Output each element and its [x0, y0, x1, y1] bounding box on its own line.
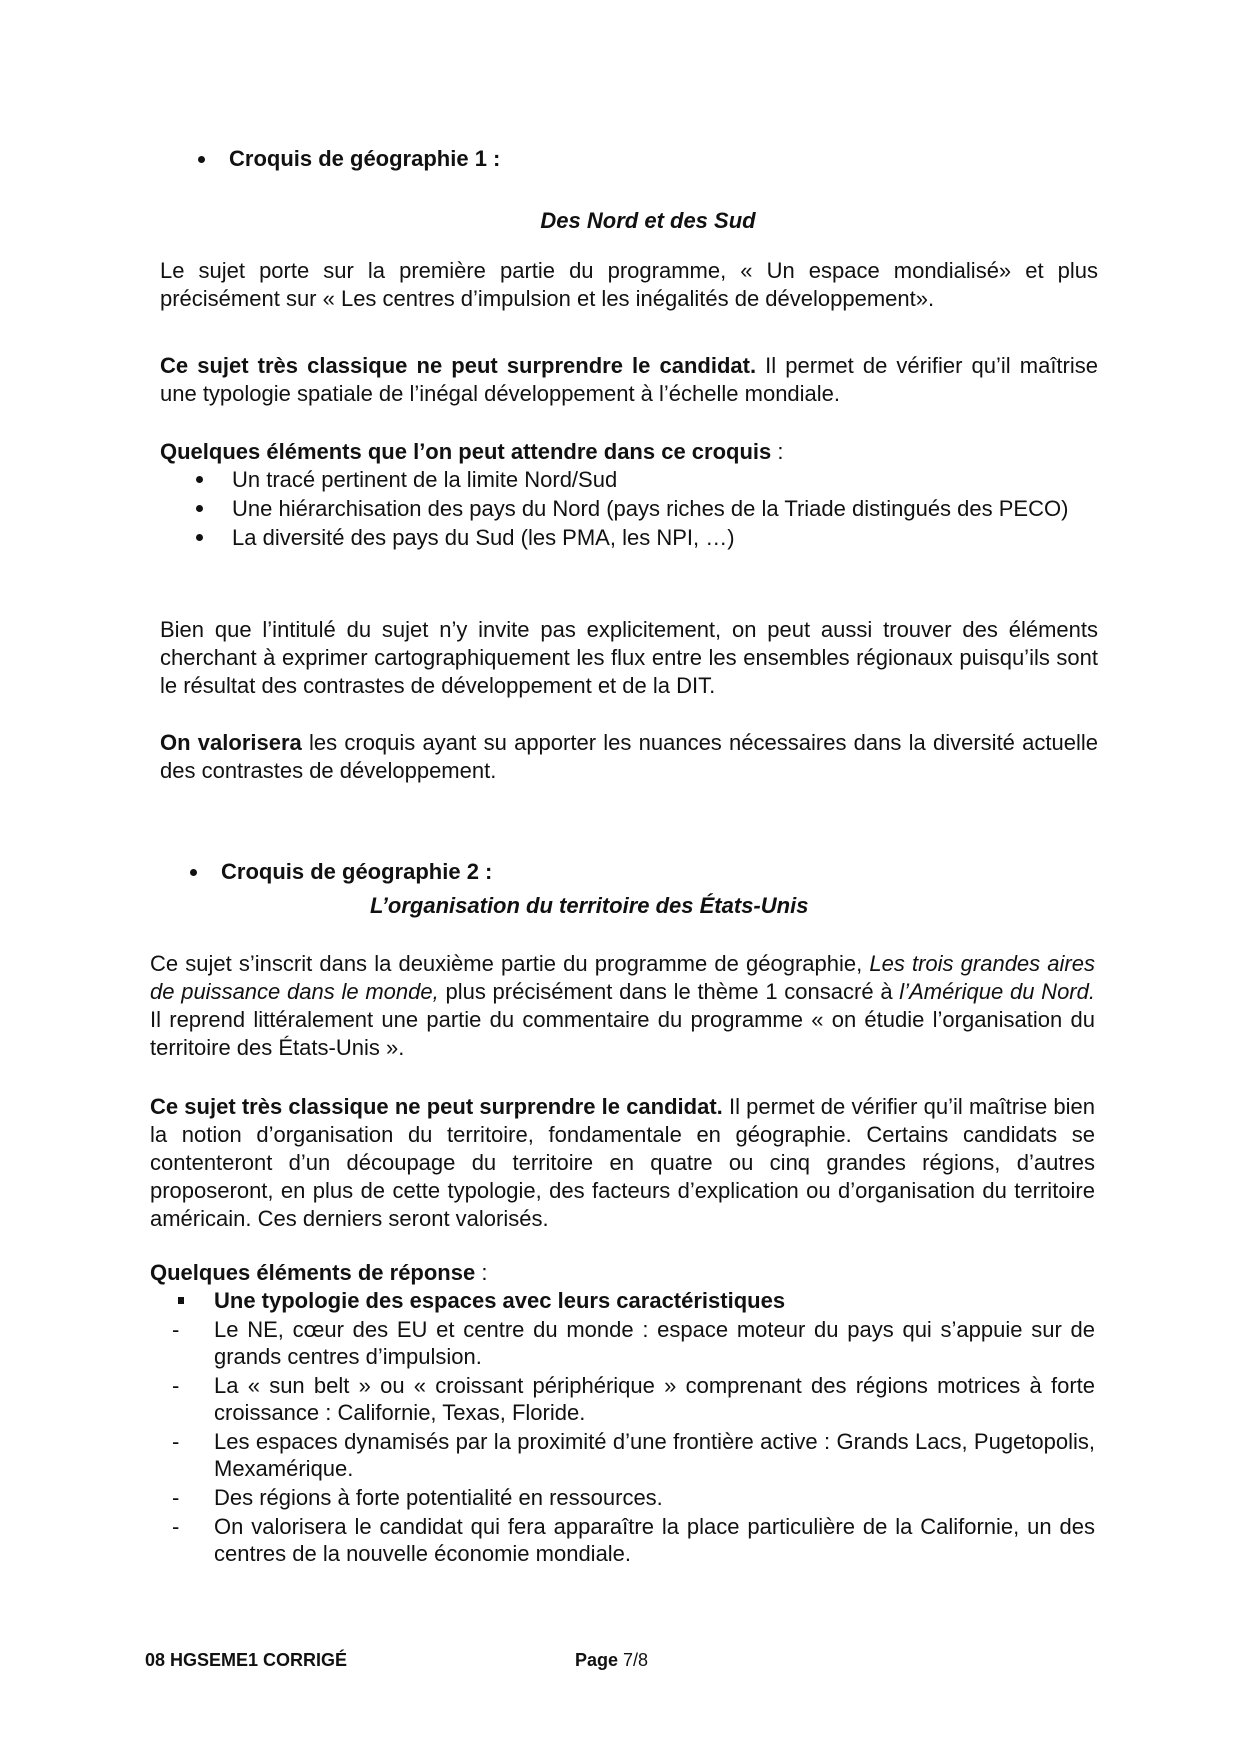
list-item-text: Le NE, cœur des EU et centre du monde : espace moteur du pays qui s’appuie sur de grands centres d’impulsion.	[214, 1317, 1095, 1369]
list-item-text: Les espaces dynamisés par la proximité d’une frontière active : Grands Lacs, Pugetopolis, Mexamérique.	[214, 1429, 1095, 1481]
dash-marker: -	[172, 1317, 180, 1342]
para-text: Il permet de vérifier qu’il maîtrise une typologie spatiale de l’inégal développement à l’échelle mondiale.	[160, 353, 1098, 406]
dash-marker: -	[172, 1514, 180, 1539]
list-item-text: Un tracé pertinent de la limite Nord/Sud	[232, 467, 618, 492]
emphasis: Ce sujet très classique ne peut surprendre le candidat.	[150, 1094, 723, 1119]
section2-para2	[150, 1093, 1095, 1233]
section1-para1: Le sujet porte sur la première partie du programme, « Un espace mondialisé» et plus précisément sur « Les centres d’impulsion et les inégalités de développement».	[160, 258, 1098, 311]
footer-code: 08 HGSEME1 CORRIGÉ	[145, 1650, 348, 1670]
page-label: Page	[575, 1650, 619, 1670]
dash-marker: -	[172, 1485, 180, 1510]
para-text: les croquis ayant su apporter les nuances nécessaires dans la diversité actuelle des contrastes de développement.	[160, 730, 1098, 783]
para-text: Il reprend littéralement une partie du commentaire du programme « on étudie l’organisation du territoire des États-Unis ».	[150, 1007, 1095, 1060]
list-title: Quelques éléments que l’on peut attendre dans ce croquis	[160, 439, 772, 464]
para-text: Il permet de vérifier qu’il maîtrise bien la notion d’organisation du territoire, fondamentale en géographie. Certains candidats se contenteront d’un découpage du territoire en quatre ou cinq grandes régions, d’autres proposeront, en plus de cette typologie, des facteurs d’explication ou d’organisation du territoire américain. Ces derniers seront valorisés.	[150, 1094, 1096, 1231]
list-title: Quelques éléments de réponse	[150, 1260, 476, 1285]
bullet-icon	[196, 505, 203, 512]
list-item	[142, 1428, 1095, 1482]
list-item	[142, 1316, 1095, 1370]
list-item	[142, 1484, 1095, 1511]
bullet-icon	[198, 156, 205, 163]
list-item-text: La « sun belt » ou « croissant périphérique » comprenant des régions motrices à forte croissance : Californie, Texas, Floride.	[214, 1373, 1095, 1425]
para-text: plus précisément dans le thème 1 consacré à	[438, 979, 900, 1004]
section1-para2	[160, 352, 1098, 408]
list-item	[160, 495, 1098, 522]
dash-marker: -	[172, 1373, 180, 1398]
bullet-icon	[196, 476, 203, 483]
emphasis: On valorisera	[160, 730, 302, 755]
section2-para1	[150, 950, 1095, 1062]
section1-heading-text: Croquis de géographie 1 :	[229, 146, 501, 171]
list-item-text: Des régions à forte potentialité en ressources.	[214, 1485, 663, 1510]
list-colon: :	[475, 1260, 488, 1285]
section1-heading	[198, 146, 500, 172]
list-item	[142, 1513, 1095, 1567]
section1-para3: Bien que l’intitulé du sujet n’y invite pas explicitement, on peut aussi trouver des éléments cherchant à exprimer cartographiquement les flux entre les ensembles régionaux puisqu’ils sont le résultat des contrastes de développement et de la DIT.	[160, 617, 1098, 698]
para-text: Ce sujet s’inscrit dans la deuxième partie du programme de géographie,	[150, 951, 870, 976]
list-item-text: La diversité des pays du Sud (les PMA, les NPI, …)	[232, 525, 735, 550]
section1-para4	[160, 729, 1098, 785]
list-item-text: Une hiérarchisation des pays du Nord (pays riches de la Triade distingués des PECO)	[232, 496, 1069, 521]
section2-title: L’organisation du territoire des États-Unis	[370, 893, 809, 918]
section1-list	[160, 438, 1098, 553]
square-bullet-icon	[178, 1297, 184, 1304]
section1-title: Des Nord et des Sud	[540, 208, 756, 233]
list-item	[160, 524, 1098, 551]
emphasis: Ce sujet très classique ne peut surprendre le candidat.	[160, 353, 757, 378]
section2-heading-text: Croquis de géographie 2 :	[221, 859, 493, 884]
bullet-icon	[196, 534, 203, 541]
page-number: 7/8	[623, 1650, 649, 1670]
section2-list	[150, 1259, 1095, 1569]
dash-marker: -	[172, 1429, 180, 1454]
program-theme: l’Amérique du Nord.	[899, 979, 1095, 1004]
section2-heading	[190, 859, 492, 885]
list-colon: :	[771, 439, 784, 464]
list-item-heading	[142, 1287, 1095, 1314]
list-item-text: On valorisera le candidat qui fera apparaître la place particulière de la Californie, un des centres de la nouvelle économie mondiale.	[214, 1514, 1095, 1566]
program-part: Les trois grandes aires de puissance dans le monde,	[150, 951, 1095, 1004]
bullet-icon	[190, 869, 197, 876]
list-item-text: Une typologie des espaces avec leurs caractéristiques	[214, 1288, 786, 1313]
footer-page	[575, 1650, 648, 1671]
list-item	[160, 466, 1098, 493]
list-item	[142, 1372, 1095, 1426]
